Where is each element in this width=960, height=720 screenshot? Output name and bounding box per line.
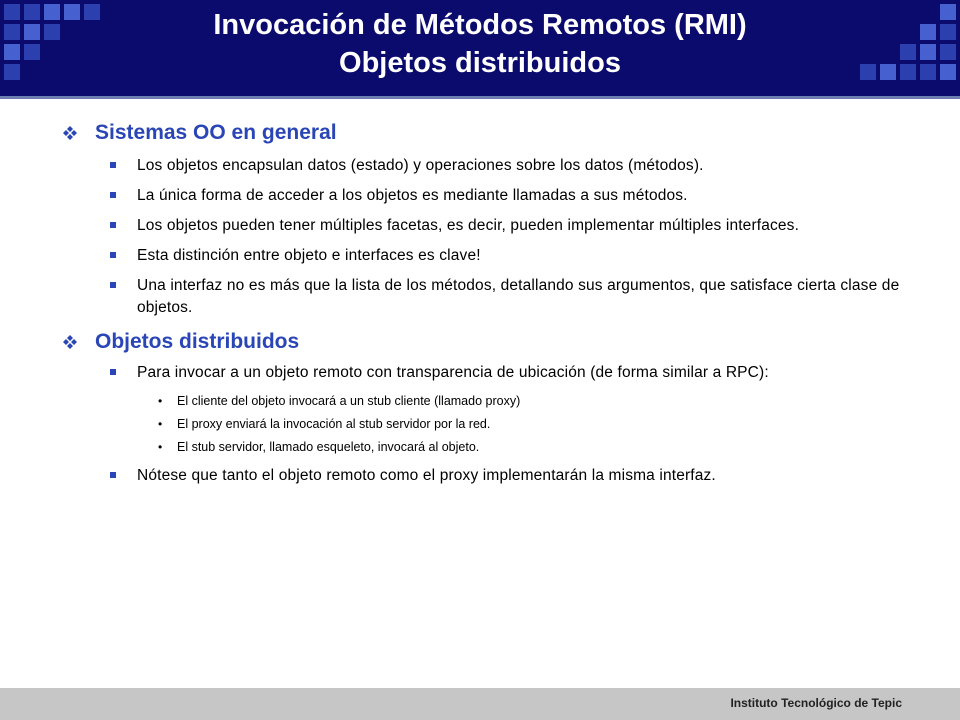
title-line-2: Objetos distribuidos <box>339 47 621 79</box>
list-item-text: Una interfaz no es más que la lista de los métodos, detallando sus argumentos, que satisface cierta clase de objetos. <box>137 277 900 316</box>
square-bullet-icon <box>110 282 116 288</box>
four-diamond-icon <box>63 335 77 349</box>
list-item <box>0 362 960 384</box>
section-heading-text: Sistemas OO en general <box>95 121 337 144</box>
list-item-text: Para invocar a un objeto remoto con transparencia de ubicación (de forma similar a RPC): <box>137 364 769 381</box>
dot-bullet-icon: • <box>158 440 163 454</box>
list-item <box>0 185 960 207</box>
sub-list-item <box>0 392 960 410</box>
slide-body <box>0 110 960 487</box>
list-item <box>0 245 960 267</box>
four-diamond-icon <box>63 126 77 140</box>
section-heading <box>0 120 960 146</box>
list-item-text: Los objetos pueden tener múltiples facetas, es decir, pueden implementar múltiples interfaces. <box>137 217 800 234</box>
sub-list-item <box>0 438 960 456</box>
square-bullet-icon <box>110 162 116 168</box>
section-heading-text: Objetos distribuidos <box>95 330 300 353</box>
sub-list-item <box>0 415 960 433</box>
list-item-text: La única forma de acceder a los objetos es mediante llamadas a sus métodos. <box>137 187 688 204</box>
square-bullet-icon <box>110 369 116 375</box>
list-item <box>0 465 960 487</box>
slide-footer <box>0 688 960 720</box>
section-heading <box>0 329 960 355</box>
square-bullet-icon <box>110 222 116 228</box>
dot-bullet-icon: • <box>158 417 163 431</box>
list-item-text: Esta distinción entre objeto e interfaces es clave! <box>137 247 481 264</box>
sub-list-item-text: El proxy enviará la invocación al stub servidor por la red. <box>177 417 491 431</box>
list-item <box>0 215 960 237</box>
square-bullet-icon <box>110 192 116 198</box>
title-line-1: Invocación de Métodos Remotos (RMI) <box>213 9 747 41</box>
slide-header <box>0 0 960 96</box>
list-item-text: Nótese que tanto el objeto remoto como el proxy implementarán la misma interfaz. <box>137 467 716 484</box>
sub-list-item-text: El stub servidor, llamado esqueleto, invocará al objeto. <box>177 440 480 454</box>
list-item-text: Los objetos encapsulan datos (estado) y operaciones sobre los datos (métodos). <box>137 157 704 174</box>
list-item <box>0 155 960 177</box>
header-divider <box>0 96 960 99</box>
square-bullet-icon <box>110 472 116 478</box>
slide-title <box>0 6 960 82</box>
footer-institution: Instituto Tecnológico de Tepic <box>730 696 902 710</box>
dot-bullet-icon: • <box>158 394 163 408</box>
list-item <box>0 275 960 319</box>
sub-list-item-text: El cliente del objeto invocará a un stub cliente (llamado proxy) <box>177 394 521 408</box>
square-bullet-icon <box>110 252 116 258</box>
